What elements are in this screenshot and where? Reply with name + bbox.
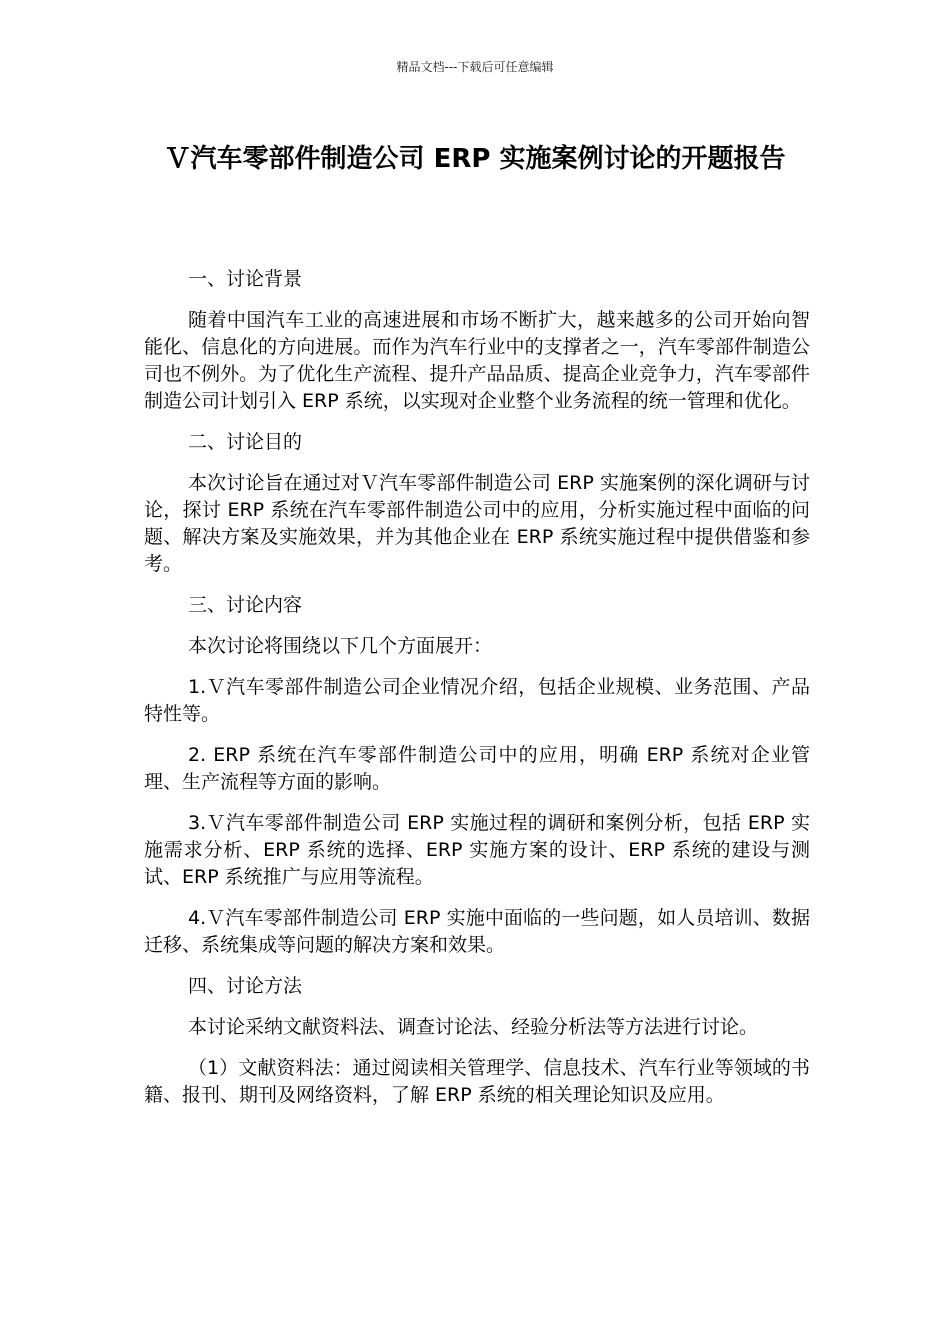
section-heading-method: 四、讨论方法 <box>188 975 303 997</box>
content-intro-paragraph: 本次讨论将围绕以下几个方面展开： <box>188 635 493 657</box>
section-heading-background: 一、讨论背景 <box>188 268 303 290</box>
purpose-paragraph: 本次讨论旨在通过对Ｖ汽车零部件制造公司 ERP 实施案例的深化调研与讨论，探讨 ERP 系统在汽车零部件制造公司中的应用，分析实施过程中面临的问题、解决方案及实施效果，并为其他企业在 ERP 系统实施过程中提供借鉴和参考。 <box>144 472 810 575</box>
background-paragraph: 随着中国汽车工业的高速进展和市场不断扩大，越来越多的公司开始向智能化、信息化的方向进展。而作为汽车行业中的支撑者之一，汽车零部件制造公司也不例外。为了优化生产流程、提升产品品质、提高企业竞争力，汽车零部件制造公司计划引入 ERP 系统，以实现对企业整个业务流程的统一管理和优化。 <box>144 309 810 412</box>
document-title: Ｖ汽车零部件制造公司 ERP 实施案例讨论的开题报告 <box>164 144 786 174</box>
section-heading-content: 三、讨论内容 <box>188 594 303 616</box>
method-intro-paragraph: 本讨论采纳文献资料法、调查讨论法、经验分析法等方法进行讨论。 <box>188 1016 759 1038</box>
document-body <box>144 266 810 1123</box>
content-list-item: 4.Ｖ汽车零部件制造公司 ERP 实施中面临的一些问题，如人员培训、数据迁移、系统集成等问题的解决方案和效果。 <box>144 907 810 956</box>
content-list-item: 3.Ｖ汽车零部件制造公司 ERP 实施过程的调研和案例分析，包括 ERP 实施需求分析、ERP 系统的选择、ERP 实施方案的设计、ERP 系统的建设与测试、ERP 系统推广与应用等流程。 <box>144 812 810 888</box>
content-list-item: 1.Ｖ汽车零部件制造公司企业情况介绍，包括企业规模、业务范围、产品特性等。 <box>144 676 810 725</box>
section-heading-purpose: 二、讨论目的 <box>188 431 303 453</box>
content-list-item: 2. ERP 系统在汽车零部件制造公司中的应用，明确 ERP 系统对企业管理、生产流程等方面的影响。 <box>144 744 810 793</box>
method-list-item: （1）文献资料法：通过阅读相关管理学、信息技术、汽车行业等领域的书籍、报刊、期刊及网络资料，了解 ERP 系统的相关理论知识及应用。 <box>144 1057 810 1106</box>
header-note: 精品文档---下载后可任意编辑 <box>396 60 554 74</box>
